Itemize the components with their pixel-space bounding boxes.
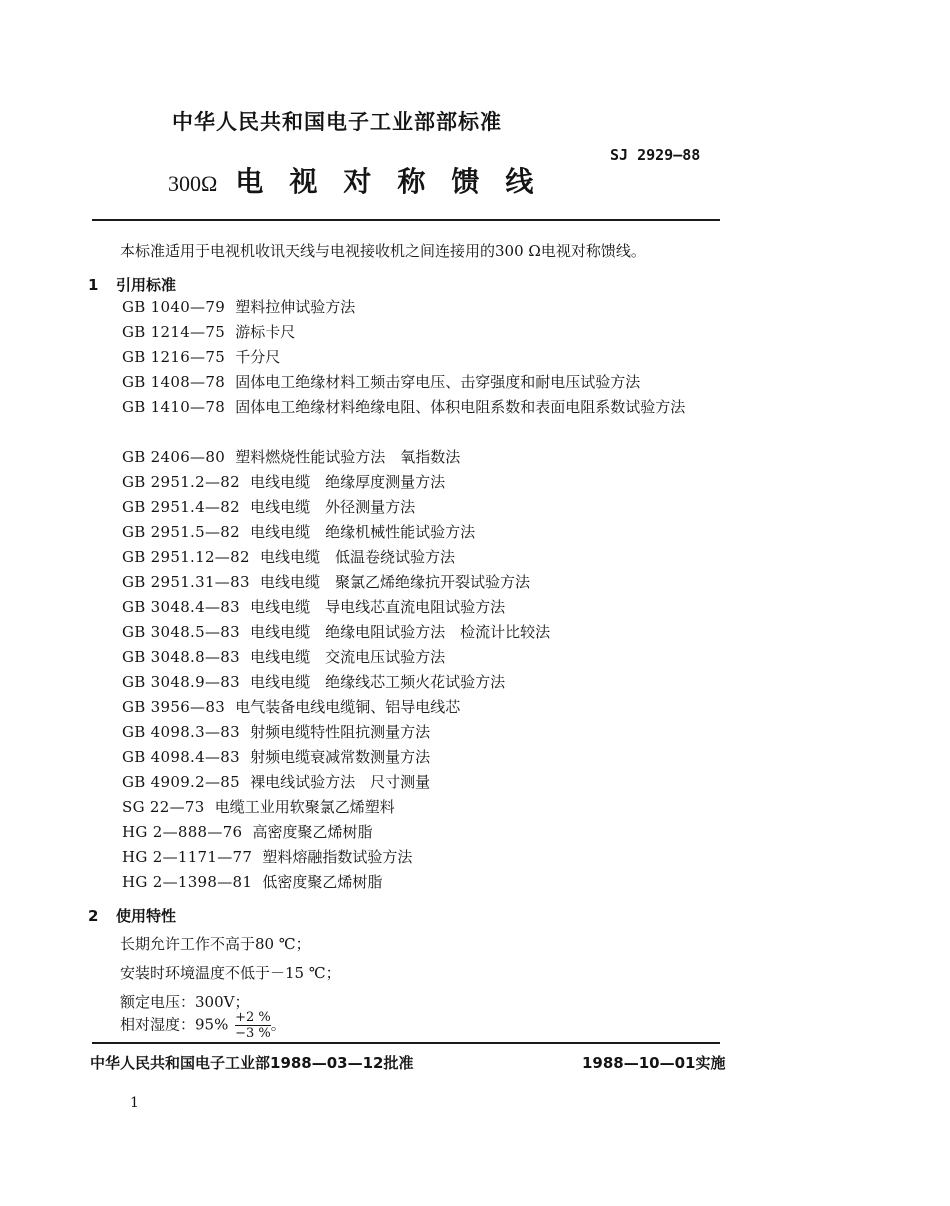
reference-name: 电线电缆 绝缘机械性能试验方法	[250, 523, 476, 541]
humidity-end: 。	[270, 1015, 286, 1034]
reference-item	[122, 395, 722, 445]
reference-item	[122, 520, 722, 545]
reference-code: GB 3048.4—83	[122, 598, 240, 616]
reference-name: 电线电缆 外径测量方法	[250, 498, 416, 516]
reference-name: 射频电缆衰减常数测量方法	[250, 748, 431, 766]
reference-name: 低密度聚乙烯树脂	[262, 873, 383, 891]
reference-code: HG 2—1171—77	[122, 848, 253, 866]
reference-list	[122, 295, 722, 895]
reference-code: GB 1040—79	[122, 298, 226, 316]
reference-item	[122, 545, 722, 570]
page-number: 1	[130, 1095, 139, 1111]
reference-code: HG 2—1398—81	[122, 873, 253, 891]
reference-item	[122, 695, 722, 720]
reference-name: 千分尺	[235, 348, 281, 366]
reference-item	[122, 345, 722, 370]
reference-code: GB 2951.2—82	[122, 473, 240, 491]
reference-code: GB 2951.31—83	[122, 573, 250, 591]
reference-name: 电气装备电线电缆铜、铝导电线芯	[235, 698, 461, 716]
intro-paragraph: 本标准适用于电视机收讯天线与电视接收机之间连接用的300 Ω电视对称馈线。	[120, 242, 646, 260]
reference-code: GB 3048.9—83	[122, 673, 240, 691]
reference-item	[122, 320, 722, 345]
reference-code: GB 3048.8—83	[122, 648, 240, 666]
reference-name: 塑料熔融指数试验方法	[262, 848, 413, 866]
organization-title: 中华人民共和国电子工业部部标准	[172, 110, 502, 134]
reference-item	[122, 820, 722, 845]
reference-item	[122, 745, 722, 770]
reference-name: 电线电缆 导电线芯直流电阻试验方法	[250, 598, 506, 616]
humidity-tolerance	[235, 1010, 271, 1041]
reference-name: 固体电工绝缘材料工频击穿电压、击穿强度和耐电压试验方法	[235, 373, 641, 391]
reference-name: 电线电缆 交流电压试验方法	[250, 648, 446, 666]
reference-code: GB 4909.2—85	[122, 773, 240, 791]
reference-name: 电线电缆 聚氯乙烯绝缘抗开裂试验方法	[259, 573, 530, 591]
reference-code: GB 1410—78	[122, 398, 226, 416]
reference-name: 固体电工绝缘材料绝缘电阻、体积电阻系数和表面电阻系数试验方法	[235, 398, 686, 416]
reference-code: GB 2406—80	[122, 448, 226, 466]
implementation-date: 1988—10—01实施	[582, 1054, 726, 1072]
reference-item	[122, 595, 722, 620]
reference-item	[122, 870, 722, 895]
reference-name: 电线电缆 绝缘线芯工频火花试验方法	[250, 673, 506, 691]
usage-line: 长期允许工作不高于80 ℃；	[120, 935, 311, 953]
reference-item	[122, 770, 722, 795]
reference-item	[122, 670, 722, 695]
reference-code: GB 2951.12—82	[122, 548, 250, 566]
reference-item	[122, 570, 722, 595]
title-prefix: 300Ω	[168, 171, 218, 196]
reference-code: SG 22—73	[122, 798, 205, 816]
section-1-heading	[88, 274, 176, 295]
usage-line: 额定电压：300V；	[120, 993, 250, 1011]
section-1-number: 1	[88, 276, 99, 294]
reference-name: 塑料拉伸试验方法	[235, 298, 356, 316]
reference-code: GB 3956—83	[122, 698, 226, 716]
section-1-title: 引用标准	[116, 276, 177, 294]
document-title	[168, 160, 559, 200]
reference-code: GB 1216—75	[122, 348, 226, 366]
reference-name: 射频电缆特性阻抗测量方法	[250, 723, 431, 741]
humidity-plus: +2 %	[235, 1010, 271, 1025]
reference-name: 电缆工业用软聚氯乙烯塑料	[214, 798, 395, 816]
title-main: 电视对称馈线	[235, 165, 560, 198]
reference-name: 塑料燃烧性能试验方法 氧指数法	[235, 448, 461, 466]
bottom-divider	[92, 1042, 720, 1044]
reference-name: 电线电缆 绝缘电阻试验方法 检流计比较法	[250, 623, 551, 641]
reference-code: GB 1408—78	[122, 373, 226, 391]
humidity-label: 相对湿度：95%	[120, 1015, 229, 1034]
reference-item	[122, 795, 722, 820]
reference-code: HG 2—888—76	[122, 823, 243, 841]
reference-item	[122, 370, 722, 395]
reference-name: 高密度聚乙烯树脂	[252, 823, 373, 841]
reference-name: 裸电线试验方法 尺寸测量	[250, 773, 431, 791]
usage-line: 安装时环境温度不低于－15 ℃；	[120, 964, 341, 982]
reference-code: GB 3048.5—83	[122, 623, 240, 641]
reference-item	[122, 295, 722, 320]
reference-item	[122, 845, 722, 870]
section-2-heading	[88, 905, 176, 926]
reference-code: GB 4098.3—83	[122, 723, 240, 741]
reference-name: 游标卡尺	[235, 323, 296, 341]
reference-code: GB 1214—75	[122, 323, 226, 341]
reference-item	[122, 620, 722, 645]
reference-item	[122, 720, 722, 745]
reference-code: GB 2951.5—82	[122, 523, 240, 541]
reference-item	[122, 495, 722, 520]
reference-item	[122, 470, 722, 495]
top-divider	[92, 219, 720, 221]
reference-code: GB 4098.4—83	[122, 748, 240, 766]
reference-name: 电线电缆 低温卷绕试验方法	[259, 548, 455, 566]
approval-note: 中华人民共和国电子工业部1988—03—12批准	[90, 1054, 414, 1072]
reference-item	[122, 445, 722, 470]
section-2-title: 使用特性	[116, 907, 177, 925]
reference-name: 电线电缆 绝缘厚度测量方法	[250, 473, 446, 491]
usage-list	[120, 930, 341, 1017]
section-2-number: 2	[88, 907, 99, 925]
reference-code: GB 2951.4—82	[122, 498, 240, 516]
humidity-line	[120, 1010, 286, 1041]
standard-code: SJ 2929—88	[610, 146, 701, 164]
humidity-minus: −3 %	[235, 1026, 271, 1041]
reference-item	[122, 645, 722, 670]
